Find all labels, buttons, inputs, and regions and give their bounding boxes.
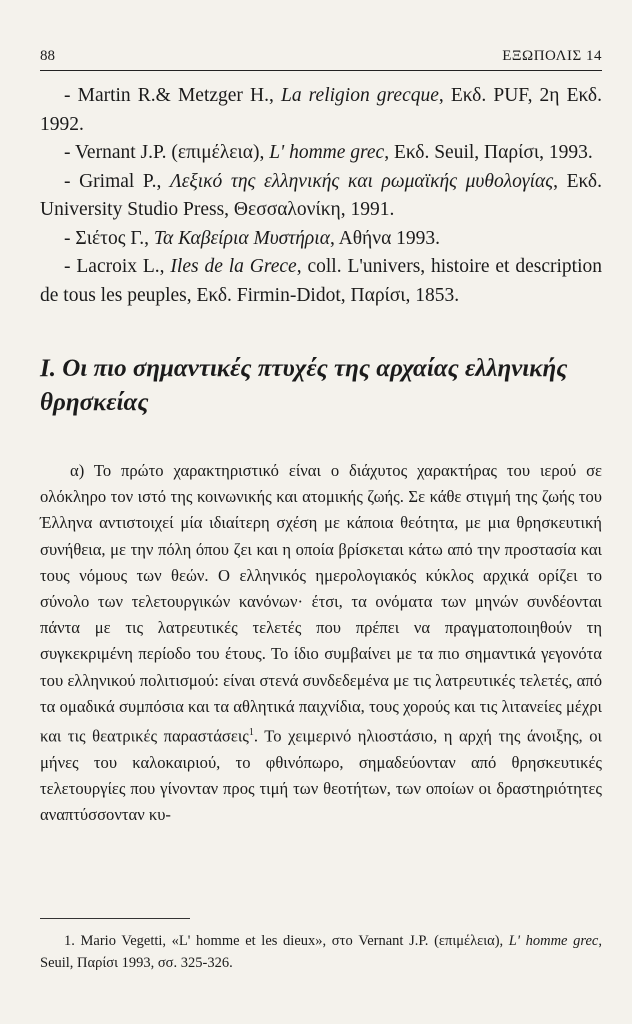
bibliography-title: Τα Καβείρια Μυστήρια: [153, 227, 330, 249]
footnote: 1. Mario Vegetti, «L' homme et les dieux», στο Vernant J.P. (επιμέλεια), L' homme grec, Seuil, Παρίσι 1993, σσ. 325-326.: [40, 933, 602, 971]
bibliography-list: [40, 82, 602, 310]
footnote-title: L' homme grec: [508, 933, 599, 949]
page-number: 88: [40, 48, 55, 64]
bibliography-entry: - Grimal P., Λεξικό της ελληνικής και ρωμαϊκής μυθολογίας, Εκδ. University Studio Press, Θεσσαλονίκη, 1991.: [40, 170, 602, 220]
body-paragraph: α) Το πρώτο χαρακτηριστικό είναι ο διάχυτος χαρακτήρας του ιερού σε ολόκληρο τον ιστό της κοινωνικής και ατομικής ζωής. Σε κάθε στιγμή της ζωής του Έλληνα αντιστοιχεί μία ιδιαίτερη σχέση με κάποια θεότητα, με μια θρησκευτική συνήθεια, με την πόλη όπου ζει και η οποία βρίσκεται κάτω από την προστασία και τους νόμους των θεών. Ο ελληνικός ημερολογιακός κύκλος αρχικά ορίζει το σύνολο των τελετουργικών κανόνων· έτσι, τα ονόματα των μηνών συνδέονται πάντα με τις λατρευτικές τελετές που πρέπει να πραγματοποιηθούν τη συγκεκριμένη περίοδο του έτους. Το ίδιο συμβαίνει με τα πιο σημαντικά γεγονότα του ελληνικού πολιτισμού: είναι στενά συνδεδεμένα με τις λατρευτικές τελετές, από τα ομαδικά συμπόσια και τα αθλητικά παιχνίδια, τους χορούς και τις λιτανείες μέχρι και τις θεατρικές παραστάσεις$^1$. Το χειμερινό ηλιοστάσιο, η αρχή της άνοιξης, οι μήνες του καλοκαιριού, το φθινόπωρο, σημαδεύονταν από θρησκευτικές τελετουργίες που γίνονταν προς τιμή των θεοτήτων, των οποίων οι δραστηριότητες αναπτύσσονταν κυ-: [40, 461, 602, 825]
running-title: ΕΞΩΠΟΛΙΣ 14: [502, 48, 602, 64]
bibliography-title: Iles de la Grece: [170, 256, 297, 277]
body-text: [40, 458, 602, 828]
bibliography-entry: - Σιέτος Γ., Τα Καβείρια Μυστήρια, Αθήνα 1993.: [64, 227, 441, 249]
section-heading: Ι. Οι πιο σημαντικές πτυχές της αρχαίας ελληνικής θρησκείας: [40, 355, 568, 416]
bibliography-title: L' homme grec: [269, 142, 385, 163]
bibliography-entry: - Vernant J.P. (επιμέλεια), L' homme grec, Εκδ. Seuil, Παρίσι, 1993.: [64, 142, 593, 163]
bibliography-entry: - Lacroix L., Iles de la Grece, coll. L'univers, histoire et description de tous les peuples, Εκδ. Firmin-Didot, Παρίσι, 1853.: [40, 256, 602, 306]
bibliography-entry: - Martin R.& Metzger H., La religion grecque, Εκδ. PUF, 2η Εκδ. 1992.: [40, 85, 602, 135]
footnote-divider: [40, 918, 190, 919]
page-header: [40, 46, 602, 71]
footnote-reference: 1: [248, 727, 254, 739]
bibliography-title: Λεξικό της ελληνικής και ρωμαϊκής μυθολογίας: [169, 170, 554, 192]
bibliography-title: La religion grecque: [280, 85, 439, 106]
